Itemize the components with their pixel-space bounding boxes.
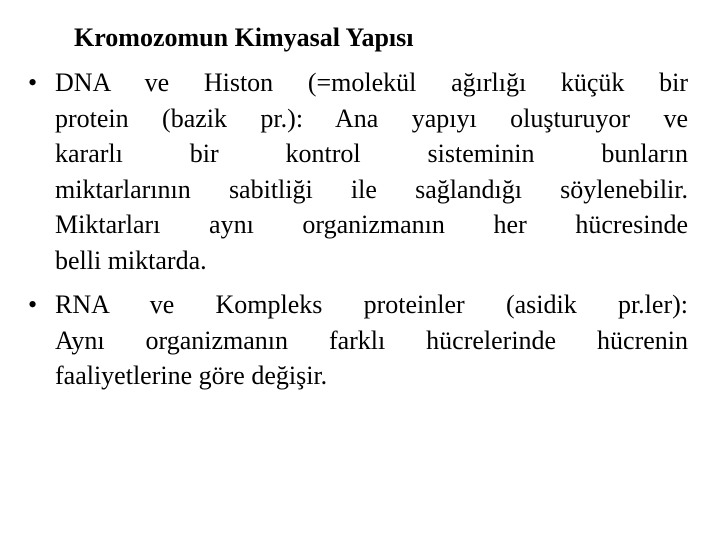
slide-title: Kromozomun Kimyasal Yapısı <box>74 23 414 52</box>
bullet-icon: • <box>28 290 38 319</box>
bullet-line: kararlı bir kontrol sisteminin bunların <box>55 139 688 168</box>
bullet-line: Miktarları aynı organizmanın her hücresinde <box>55 210 688 239</box>
bullet-item-rna-kompleks <box>28 287 688 394</box>
bullet-item-dna-histon <box>28 65 688 278</box>
bullet-line: protein (bazik pr.): Ana yapıyı oluşturuyor ve <box>55 103 688 133</box>
bullet-line: DNA ve Histon (=molekül ağırlığı küçük bir <box>55 68 688 97</box>
bullet-list <box>28 65 688 403</box>
bullet-line: RNA ve Kompleks proteinler (asidik pr.ler): <box>55 290 688 319</box>
bullet-line: belli miktarda. <box>55 245 207 275</box>
bullet-line: miktarlarının sabitliği ile sağlandığı söylenebilir. <box>55 174 688 204</box>
bullet-icon: • <box>28 68 38 97</box>
bullet-line: faaliyetlerine göre değişir. <box>55 361 328 390</box>
bullet-line: Aynı organizmanın farklı hücrelerinde hücrenin <box>55 325 688 355</box>
